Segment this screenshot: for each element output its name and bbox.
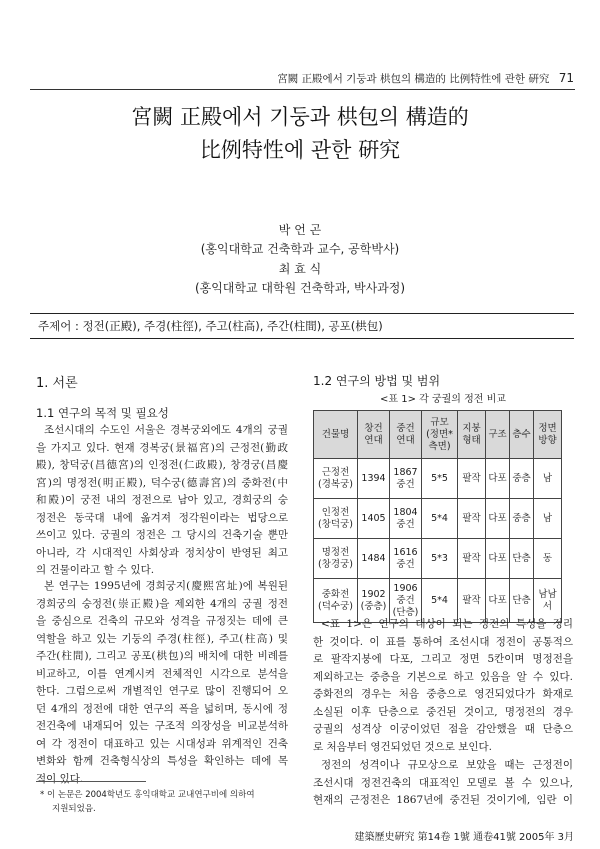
keywords: 주제어 : 정전(正殿), 주경(柱徑), 주고(柱高), 주간(柱間), 공포(栱包) [38, 319, 383, 333]
table-caption: <표 1> 각 궁궐의 정전 비교 [380, 394, 506, 405]
author-name-2: 최 효 식 [278, 262, 322, 276]
table-header-cell: 중건 연대 [390, 411, 422, 459]
table-header-cell: 건물명 [314, 411, 358, 459]
table-cell: 다포 [486, 579, 510, 623]
text-line: 로 처음부터 영건되었던 것으로 보인다. [313, 740, 492, 753]
table-cell: 1484 [358, 539, 390, 579]
text-line: 현재의 근정전은 1867년에 중건된 것이기에, 임란 이 [313, 794, 573, 806]
author-affiliation-1: (홍익대학교 건축학과 교수, 공학박사) [200, 242, 400, 256]
page-number: 71 [558, 71, 574, 85]
table-cell: 팔작 [458, 539, 486, 579]
text-line: 궁궐의 성격상 이궁이었던 점을 감안했을 때 단층으 [313, 723, 573, 735]
table-cell: 근정전 (경복궁) [314, 459, 358, 499]
text-line: 아니라, 각 시대적인 사회상과 정치상이 반영된 최고 [36, 546, 288, 559]
table-cell: 1616 중건 [390, 539, 422, 579]
running-head [277, 71, 574, 86]
text-line: 비교하고, 이를 연계시켜 전체적인 시각으로 분석을 [36, 667, 288, 680]
table-cell: 팔작 [458, 579, 486, 623]
table-row [314, 539, 562, 579]
header-rule [30, 89, 575, 90]
text-line: 제외하고는 중층을 기본으로 하고 있음을 알 수 있다. [313, 670, 573, 683]
table-cell: 1405 [358, 499, 390, 539]
journal-footer: 建築歷史硏究 第14卷 1號 通卷41號 2005年 3月 [354, 832, 574, 843]
author-name-1: 박 언 곤 [278, 223, 322, 237]
text-line: 의 건물이라고 할 수 있다. [36, 564, 155, 576]
table-header-cell: 규모 (정면* 측면) [422, 411, 458, 459]
text-line: 和殿)이 궁전 내의 정전으로 남아 있고, 경희궁의 숭 [36, 494, 288, 506]
table-cell: 중층 [510, 459, 534, 499]
table-cell: 5*5 [422, 459, 458, 499]
text-line: 로 팔작지붕에 다포, 그리고 정면 5칸이며 명정전을 [313, 653, 573, 665]
table-header-cell: 창건 연대 [358, 411, 390, 459]
paper-title-line1: 宮闕 正殿에서 기둥과 栱包의 構造的 [131, 105, 469, 129]
text-line: 본 연구는 1995년에 경희궁지(慶熙宮址)에 복원된 [44, 580, 288, 592]
table-cell: 중층 [510, 499, 534, 539]
table-cell: 남 [534, 459, 562, 499]
table-cell: 팔작 [458, 459, 486, 499]
intro-paragraph-2 [36, 578, 288, 788]
palace-hall-comparison-table [313, 410, 562, 623]
text-line: 정전의 성격이나 규모상으로 보았을 때는 근정전이 [321, 759, 573, 771]
table-cell: 팔작 [458, 499, 486, 539]
table-cell: 남남 서 [534, 579, 562, 623]
text-line: 한다. 그럼으로써 개별적인 연구로 많이 진행되어 오 [36, 685, 288, 697]
text-line: 을 가지고 있다. 현재 경복궁(景福宮)의 근정전(勤政 [36, 441, 288, 454]
text-line: 조선시대 정전건축의 대표적인 모델로 볼 수 있으나, [313, 776, 573, 789]
table-cell: 동 [534, 539, 562, 579]
table-row [314, 459, 562, 499]
text-line: 경희궁의 숭정전(崇正殿)을 제외한 4개의 궁궐 정전 [36, 597, 288, 610]
table-cell: 1906 중건 (단층) [390, 579, 422, 623]
table-cell: 인정전 (창덕궁) [314, 499, 358, 539]
method-paragraph-1 [313, 616, 573, 756]
table-header-cell: 지붕 형태 [458, 411, 486, 459]
footnote-line: * 이 논문은 2004학년도 홍익대학교 교내연구비에 의하여 [40, 790, 255, 800]
table-cell: 1867 중건 [390, 459, 422, 499]
text-line: 宮)의 명정전(明正殿), 덕수궁(德壽宮)의 중화전(中 [36, 476, 288, 489]
text-line: 적이 있다. [36, 772, 84, 785]
paper-title-line2: 比例特性에 관한 硏究 [199, 138, 401, 162]
table-header-cell: 구조 [486, 411, 510, 459]
text-line: 주간(柱間), 그리고 공포(栱包)의 배치에 대한 비례를 [36, 650, 288, 662]
text-line: 던 4개의 정전에 대한 연구의 폭을 넓히며, 동시에 정 [36, 702, 288, 715]
table-header-cell: 정면 방향 [534, 411, 562, 459]
table-cell: 5*4 [422, 499, 458, 539]
table-container [313, 410, 562, 623]
table-cell: 남 [534, 499, 562, 539]
table-cell: 다포 [486, 499, 510, 539]
running-head-text: 宮闕 正殿에서 기둥과 栱包의 構造的 比例特性에 관한 硏究 [277, 73, 550, 85]
footnote-line: 지원되었음. [52, 804, 96, 814]
text-line: 변화와 함께 건축형식상의 특성을 확인하는 데에 목 [36, 755, 288, 767]
table-cell: 중화전 (덕수궁) [314, 579, 358, 623]
intro-paragraph-1 [36, 422, 288, 580]
text-line: 정전은 동국대 내에 옮겨져 정각원이라는 법당으로 [36, 511, 288, 524]
text-line: 전건축에 내재되어 있는 구조적 의장성을 비교분석하 [36, 720, 288, 732]
author-affiliation-2: (홍익대학교 대학원 건축학과, 박사과정) [194, 281, 406, 295]
method-paragraph-2 [313, 757, 573, 810]
table-cell: 다포 [486, 539, 510, 579]
table-cell: 명정전 (창경궁) [314, 539, 358, 579]
subsection-heading-1-1: 1.1 연구의 목적 및 필요성 [36, 406, 169, 420]
table-cell: 1804 중건 [390, 499, 422, 539]
text-line: 을 중심으로 건축의 규모와 성격을 규정짓는 데에 큰 [36, 615, 288, 627]
table-cell: 다포 [486, 459, 510, 499]
table-row [314, 499, 562, 539]
text-line: 殿), 창덕궁(昌德宮)의 인정전(仁政殿), 창경궁(昌慶 [36, 459, 288, 471]
text-line: 중화전의 경우는 처음 중층으로 영건되었다가 화재로 [313, 688, 573, 700]
text-line: <표 1>은 연구의 대상이 되는 정전의 특성을 정리 [321, 618, 573, 630]
text-line: 소실된 이후 단층으로 중건된 것이고, 명정전의 경우 [313, 705, 573, 718]
table-cell: 1394 [358, 459, 390, 499]
text-line: 여 각 정전이 대표하고 있는 시대성과 위계적인 건축 [36, 737, 288, 750]
table-cell: 1902 (중층) [358, 579, 390, 623]
text-line: 조선시대의 수도인 서울은 경복궁외에도 4개의 궁궐 [44, 424, 288, 436]
text-line: 한 것이다. 이 표를 통하여 조선시대 정전이 공통적으 [313, 635, 573, 648]
subsection-heading-1-2: 1.2 연구의 방법 및 범위 [313, 374, 441, 388]
table-cell: 5*4 [422, 579, 458, 623]
section-heading-intro: 1. 서론 [36, 376, 78, 391]
table-cell: 단층 [510, 539, 534, 579]
footnote-rule [36, 781, 146, 782]
footnote [40, 788, 290, 816]
table-header-cell: 층수 [510, 411, 534, 459]
text-line: 역할을 하고 있는 기둥의 주경(柱徑), 주고(柱高) 및 [36, 632, 288, 645]
table-cell: 단층 [510, 579, 534, 623]
table-cell: 5*3 [422, 539, 458, 579]
text-line: 쓰이고 있다. 궁궐의 정전은 그 당시의 건축기술 뿐만 [36, 529, 288, 541]
